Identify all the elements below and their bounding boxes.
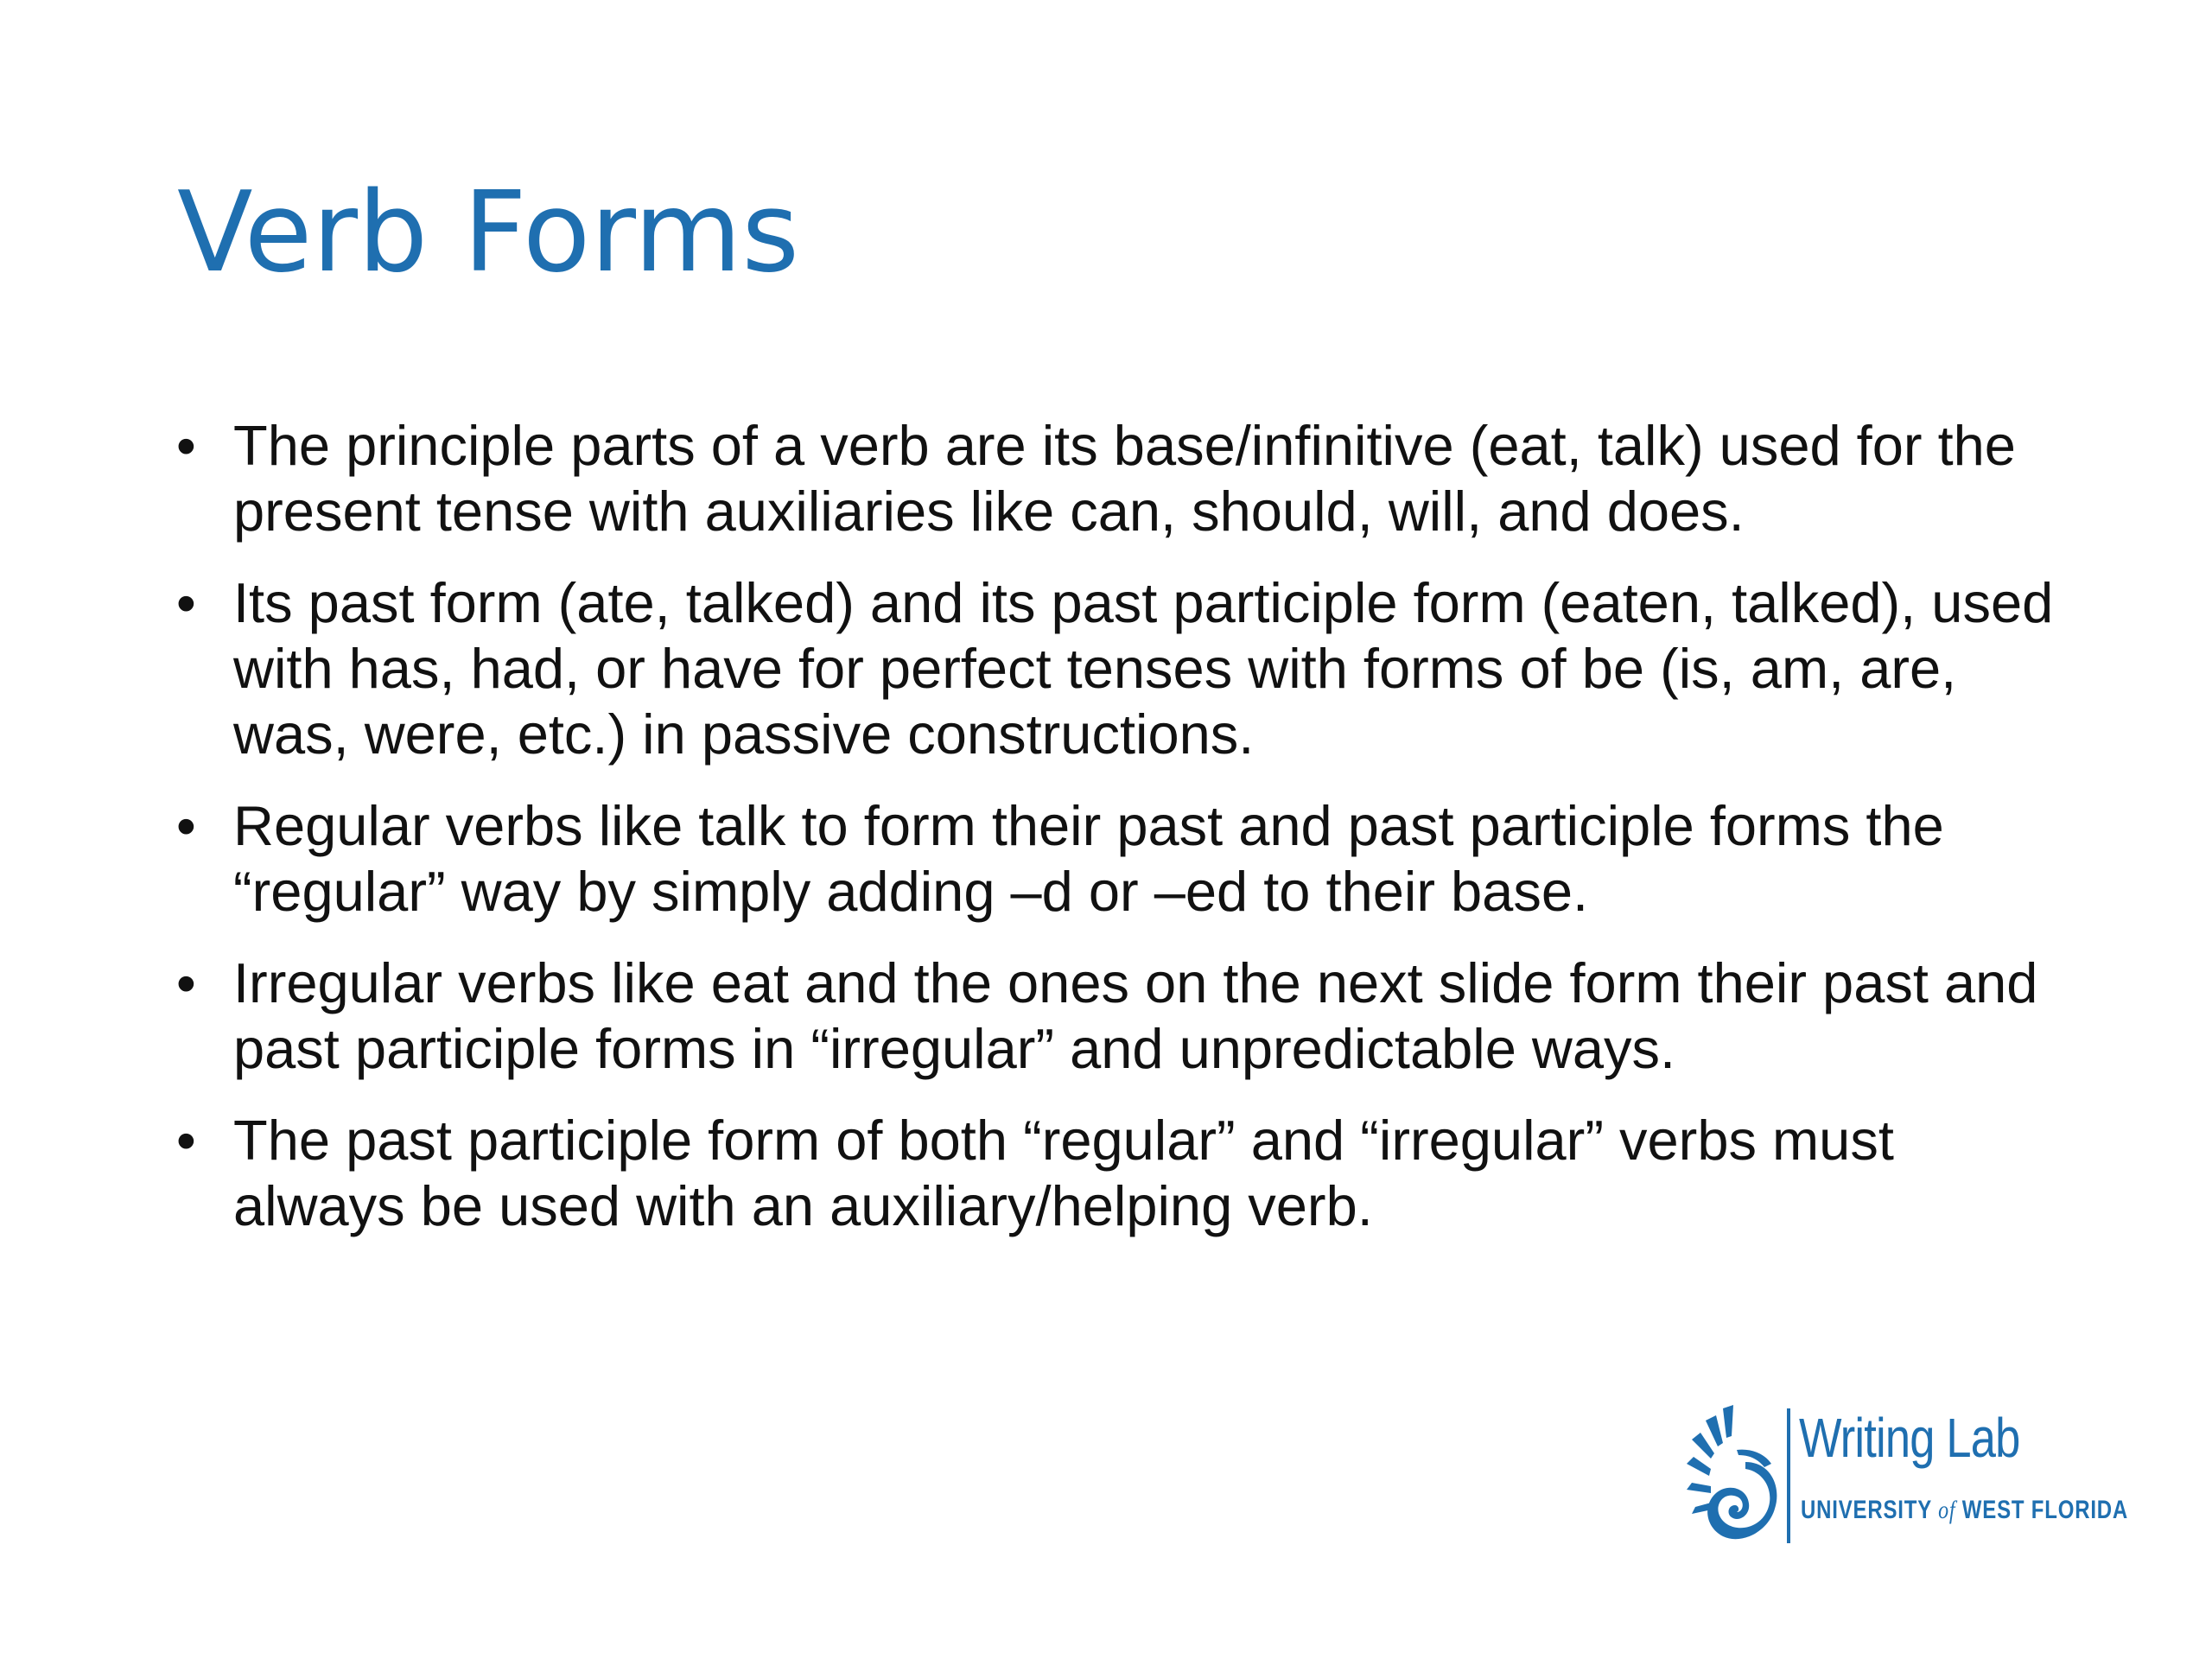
- bullet-marker: •: [176, 1109, 196, 1172]
- bullet-item: [173, 793, 2074, 925]
- bullet-text: Its past form (ate, talked) and its past participle form (eaten, talked), used with has, had, or have for perfect tenses with forms of be (is, am, are, was, were, etc.) in passive constructions.: [233, 571, 2054, 766]
- bullet-text: Irregular verbs like eat and the ones on the next slide form their past and past participle forms in “irregular” and unpredictable ways.: [233, 951, 2038, 1080]
- bullet-marker: •: [176, 571, 196, 634]
- bullet-marker: •: [176, 951, 196, 1014]
- slide-title: Verb Forms: [177, 168, 800, 297]
- bullet-marker: •: [176, 794, 196, 857]
- bullet-list: [173, 413, 2074, 1265]
- logo-subtitle-university: UNIVERSITY: [1801, 1496, 1939, 1524]
- bullet-text: Regular verbs like talk to form their past and past participle forms the “regular” way by simply adding –d or –ed to their base.: [233, 794, 1944, 923]
- bullet-item: [173, 950, 2074, 1082]
- logo-title: Writing Lab: [1799, 1407, 2020, 1469]
- bullet-item: [173, 413, 2074, 544]
- bullet-item: [173, 1108, 2074, 1239]
- bullet-text: The past participle form of both “regular” and “irregular” verbs must always be used with an auxiliary/helping verb.: [233, 1109, 1894, 1237]
- bullet-text: The principle parts of a verb are its base/infinitive (eat, talk) used for the present tense with auxiliaries like can, should, will, and does.: [233, 414, 2016, 543]
- logo-divider: [1787, 1408, 1790, 1543]
- bullet-marker: •: [176, 414, 196, 477]
- spiral-shell-icon: [1685, 1402, 1782, 1550]
- logo-subtitle-of: of: [1938, 1496, 1956, 1524]
- writing-lab-logo: [1685, 1402, 2129, 1550]
- logo-subtitle: [1801, 1495, 2128, 1526]
- logo-subtitle-west-florida: WEST FLORIDA: [1955, 1496, 2129, 1524]
- bullet-item: [173, 570, 2074, 767]
